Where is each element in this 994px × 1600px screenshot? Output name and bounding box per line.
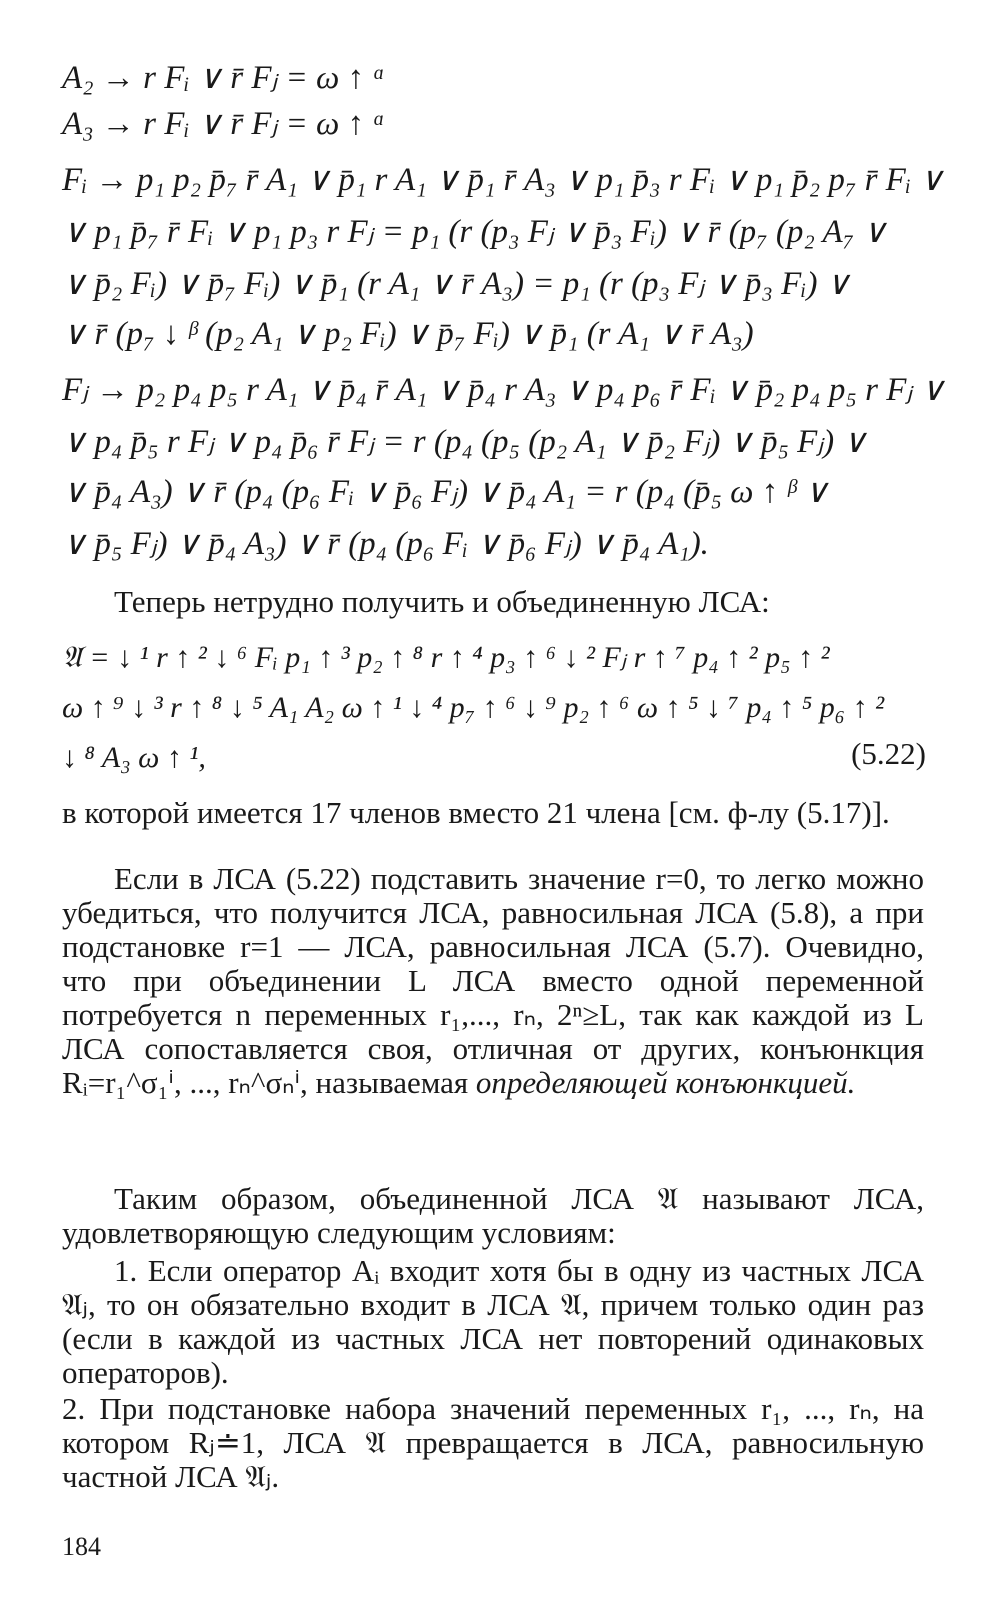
page-number: 184 <box>62 1532 101 1561</box>
equation-line-1: A₂ → r Fᵢ ∨ r̄ Fⱼ = ω ↑ ᵅ <box>62 60 386 96</box>
paragraph-substitution-tail: называемая <box>315 1065 469 1100</box>
condition-2: 2. При подстановке набора значений переменных r₁, ..., rₙ, на котором Rⱼ≐1, ЛСА 𝔄 превращается в ЛСА, равносильную частной ЛСА 𝔄ⱼ. <box>62 1391 924 1494</box>
paragraph-definition: Таким образом, объединенной ЛСА 𝔄 называют ЛСА, удовлетворяющую следующим условиям: <box>62 1181 924 1250</box>
condition-1: 1. Если оператор Aᵢ входит хотя бы в одну из частных ЛСА 𝔄ⱼ, то он обязательно входит в ЛСА 𝔄, причем только один раз (если в каждой из частных ЛСА нет повторений одинаковых операторов). <box>62 1253 924 1390</box>
lsa-line-3: ↓ ⁸ A₃ ω ↑ ¹, <box>62 741 206 774</box>
paragraph-substitution <box>62 862 924 1100</box>
equation-line-8: ∨ p₄ p̄₅ r Fⱼ ∨ p₄ p̄₆ r̄ Fⱼ = r (p₄ (p₅ (p₂ A₁ ∨ p̄₂ Fⱼ) ∨ p̄₅ Fⱼ) ∨ <box>62 424 867 460</box>
paragraph-count: в которой имеется 17 членов вместо 21 члена [см. ф-лу (5.17)]. <box>62 795 890 830</box>
equation-number: (5.22) <box>851 736 926 771</box>
equation-line-3: Fᵢ → p₁ p₂ p̄₇ r̄ A₁ ∨ p̄₁ r A₁ ∨ p̄₁ r̄ A₃ ∨ p₁ p̄₃ r Fᵢ ∨ p₁ p̄₂ p₇ r̄ Fᵢ ∨ <box>62 162 944 198</box>
lsa-line-1: 𝔄 = ↓ ¹ r ↑ ² ↓ ⁶ Fᵢ p₁ ↑ ³ p₂ ↑ ⁸ r ↑ ⁴ p₃ ↑ ⁶ ↓ ² Fⱼ r ↑ ⁷ p₄ ↑ ² p₅ ↑ ² <box>62 641 830 674</box>
equation-line-5: ∨ p̄₂ Fᵢ) ∨ p̄₇ Fᵢ) ∨ p̄₁ (r A₁ ∨ r̄ A₃) = p₁ (r (p₃ Fⱼ ∨ p̄₃ Fᵢ) ∨ <box>62 266 850 302</box>
equation-line-2: A₃ → r Fᵢ ∨ r̄ Fⱼ = ω ↑ ᵅ <box>62 106 386 142</box>
equation-line-6: ∨ r̄ (p₇ ↓ ᵝ (p₂ A₁ ∨ p₂ Fᵢ) ∨ p̄₇ Fᵢ) ∨ p̄₁ (r A₁ ∨ r̄ A₃) <box>62 316 754 352</box>
equation-line-4: ∨ p₁ p̄₇ r̄ Fᵢ ∨ p₁ p₃ r Fⱼ = p₁ (r (p₃ Fⱼ ∨ p̄₃ Fᵢ) ∨ r̄ (p₇ (p₂ A₇ ∨ <box>62 214 887 250</box>
lsa-line-2: ω ↑ ⁹ ↓ ³ r ↑ ⁸ ↓ ⁵ A₁ A₂ ω ↑ ¹ ↓ ⁴ p₇ ↑ ⁶ ↓ ⁹ p₂ ↑ ⁶ ω ↑ ⁵ ↓ ⁷ p₄ ↑ ⁵ p₆ ↑ ² <box>62 691 885 724</box>
defining-conjunction-term: определяющей конъюнкцией. <box>475 1065 856 1100</box>
equation-line-7: Fⱼ → p₂ p₄ p₅ r A₁ ∨ p̄₄ r̄ A₁ ∨ p̄₄ r A₃ ∨ p₄ p₆ r̄ Fᵢ ∨ p̄₂ p₄ p₅ r Fⱼ ∨ <box>62 372 945 408</box>
equation-line-9: ∨ p̄₄ A₃) ∨ r̄ (p₄ (p₆ Fᵢ ∨ p̄₆ Fⱼ) ∨ p̄₄ A₁ = r (p₄ (p̄₅ ω ↑ ᵝ ∨ <box>62 474 829 510</box>
equation-line-10: ∨ p̄₅ Fⱼ) ∨ p̄₄ A₃) ∨ r̄ (p₄ (p₆ Fᵢ ∨ p̄₆ Fⱼ) ∨ p̄₄ A₁). <box>62 526 709 562</box>
intro-paragraph: Теперь нетрудно получить и объединенную ЛСА: <box>114 584 770 619</box>
paragraph-substitution-body: Если в ЛСА (5.22) подставить значение r=0, то легко можно убедиться, что получится ЛСА, равносильная ЛСА (5.8), а при подстановке r=1 — ЛСА, равносильная ЛСА (5.7). Очевидно, что при объединении L ЛСА вместо одной переменной потребуется n переменных r₁,..., rₙ, 2ⁿ≥L, так как каждой из L ЛСА сопоставляется своя, отличная от других, конъюнкция Rᵢ=r₁^σ₁ⁱ, ..., rₙ^σₙⁱ, <box>62 861 924 1100</box>
